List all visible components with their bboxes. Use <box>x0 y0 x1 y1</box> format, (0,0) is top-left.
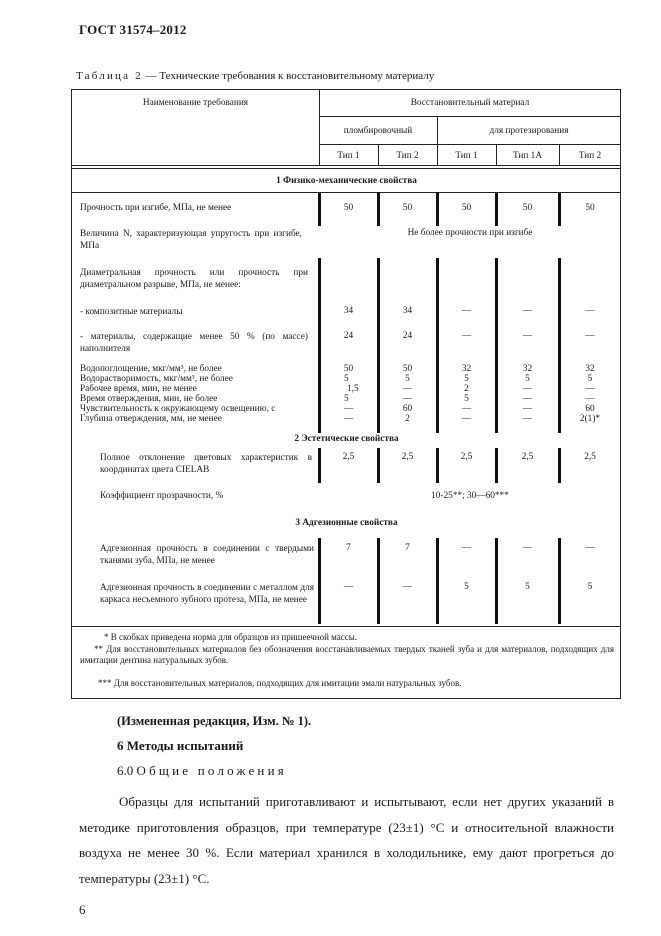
table-note: * В скобках приведена норма для образцов из пришеечной массы. <box>104 632 358 642</box>
cell-value: — <box>585 331 595 341</box>
header-filling: пломбировочный <box>343 126 413 136</box>
row-label: Адгезионная прочность в соединении с металлом для каркаса несъемного зубного протеза, МПа, не менее <box>100 583 314 605</box>
row-label: Полное отклонение цветовых характеристик в координатах цвета CIELAB <box>100 453 312 475</box>
row-label: - композитные материалы <box>80 307 183 317</box>
cell-value: 50 <box>522 203 533 213</box>
cell-value: 5 <box>405 374 410 384</box>
cell-value: — <box>522 414 533 424</box>
section-heading: 2 Эстетические свойства <box>294 434 399 444</box>
table-title: — Технические требования к восстановительному материалу <box>142 70 435 82</box>
cell-value: 2,5 <box>460 452 473 462</box>
row-label: Коэффициент прозрачности, % <box>100 491 224 501</box>
header-type: Тип 2 <box>578 151 602 161</box>
header-type: Тип 2 <box>396 151 419 161</box>
section-number: 6.0 <box>117 763 134 778</box>
cell-value: — <box>461 331 472 341</box>
cell-value: 50 <box>402 364 413 374</box>
header-type: Тип 1А <box>512 151 543 161</box>
cell-value: 2,5 <box>584 452 596 462</box>
header-type: Тип 1 <box>455 151 478 161</box>
cell-value: 5 <box>464 394 469 404</box>
table-caption <box>76 70 434 82</box>
cell-value: 24 <box>402 331 413 341</box>
cell-value: 5 <box>587 374 593 384</box>
cell-value: 5 <box>464 582 469 592</box>
cell-value: 32 <box>461 364 472 374</box>
row-label: - материалы, содержащие менее 50 % (по массе) наполнителя <box>80 332 308 354</box>
cell-value: 50 <box>402 203 413 213</box>
row-label: Время отверждения, мин, не более <box>80 394 218 404</box>
amendment-note: (Измененная редакция, Изм. № 1). <box>117 714 312 728</box>
cell-value: 2,5 <box>401 452 414 462</box>
cell-value: — <box>344 414 354 424</box>
cell-value: 7 <box>346 543 351 553</box>
table-note: *** Для восстановительных материалов, подходящих для имитации эмали натуральных зубов. <box>98 678 462 688</box>
cell-value: 1,5 <box>347 384 359 394</box>
cell-value: 34 <box>343 306 354 316</box>
cell-value: 2 <box>464 384 469 394</box>
cell-value: 60 <box>585 404 595 414</box>
cell-value: — <box>461 414 472 424</box>
row-label: Водорастворимость, мкг/мм³, не более <box>80 374 233 384</box>
cell-value: 5 <box>525 374 530 384</box>
cell-value: 5 <box>587 582 593 592</box>
section-heading: 3 Адгезионные свойства <box>295 518 398 528</box>
cell-value: — <box>522 543 533 553</box>
row-label: Адгезионная прочность в соединении с твердыми тканями зуба, МПа, не менее <box>100 544 314 566</box>
cell-value: — <box>461 306 472 316</box>
cell-value: — <box>344 404 354 414</box>
cell-value: — <box>585 306 595 316</box>
table-number: Таблица 2 <box>76 70 143 82</box>
cell-value: — <box>402 394 413 404</box>
cell-value: — <box>585 394 595 404</box>
cell-value: — <box>402 384 413 394</box>
row-label: Водопоглощение, мкг/мм³, не более <box>80 364 222 374</box>
row-label: Диаметральная прочность или прочность при диаметральном разрыве, МПа, не менее: <box>80 268 308 290</box>
header-requirement: Наименование требования <box>142 98 249 108</box>
header-material: Восстановительный материал <box>410 98 530 108</box>
section-heading: 1 Физико-механические свойства <box>276 176 417 186</box>
cell-value: — <box>461 543 472 553</box>
cell-value: — <box>402 582 413 592</box>
table-note: ** Для восстановительных материалов без обозначения восстанавливаемых твердых тканей зуба и для материалов, подходящих для имитации дентина натуральных зубов. <box>80 644 614 665</box>
cell-value: — <box>585 543 595 553</box>
cell-value: — <box>343 582 354 592</box>
cell-value: — <box>585 384 595 394</box>
body-paragraph: Образцы для испытаний приготавливают и испытывают, если нет других указаний в методике приготовления образцов, при температуре (23±1) °С и относительной влажности воздуха не менее 30 %. Если материал хранился в холодильнике, ему дают прогреться до температуры (23±1) °С. <box>79 794 614 886</box>
cell-value: 5 <box>525 582 530 592</box>
cell-value: 50 <box>343 203 354 213</box>
document-code: ГОСТ 31574–2012 <box>79 22 187 37</box>
cell-value: — <box>522 394 533 404</box>
cell-value: 32 <box>522 364 533 374</box>
cell-value: 7 <box>405 543 410 553</box>
cell-value: 50 <box>461 203 472 213</box>
cell-value: 50 <box>585 203 595 213</box>
merged-value: Не более прочности при изгибе <box>407 228 533 238</box>
row-label: Рабочее время, мин, не менее <box>80 384 197 394</box>
cell-value: 2,5 <box>521 452 534 462</box>
cell-value: 5 <box>344 394 349 404</box>
header-prosthetic: для протезирования <box>489 126 569 136</box>
cell-value: 2(1)* <box>579 414 601 424</box>
cell-value: — <box>522 306 533 316</box>
row-label: Чувствительность к окружающему освещению, с <box>80 404 276 414</box>
merged-value: 10-25**; 30—60*** <box>431 491 509 501</box>
cell-value: — <box>522 404 533 414</box>
cell-value: 24 <box>343 331 354 341</box>
cell-value: — <box>522 384 533 394</box>
cell-value: 5 <box>344 374 349 384</box>
row-label: Прочность при изгибе, МПа, не менее <box>80 203 232 213</box>
row-label: Глубина отверждения, мм, не менее <box>80 414 222 424</box>
cell-value: 5 <box>464 374 469 384</box>
cell-value: 2 <box>405 414 410 424</box>
cell-value: — <box>522 331 533 341</box>
row-label: Величина N, характеризующая упругость при изгибе, МПа <box>80 229 302 251</box>
cell-value: 2,5 <box>342 452 355 462</box>
cell-value: 34 <box>402 306 413 316</box>
requirements-table <box>71 89 621 699</box>
cell-value: 32 <box>585 364 595 374</box>
section-6-heading: 6 Методы испытаний <box>117 738 244 753</box>
cell-value: — <box>461 404 472 414</box>
cell-value: 50 <box>343 364 354 374</box>
section-title: Общие положения <box>136 763 287 778</box>
cell-value: 60 <box>402 404 413 414</box>
header-type: Тип 1 <box>337 151 360 161</box>
section-6-0-heading <box>117 763 287 779</box>
page-number: 6 <box>79 902 86 917</box>
